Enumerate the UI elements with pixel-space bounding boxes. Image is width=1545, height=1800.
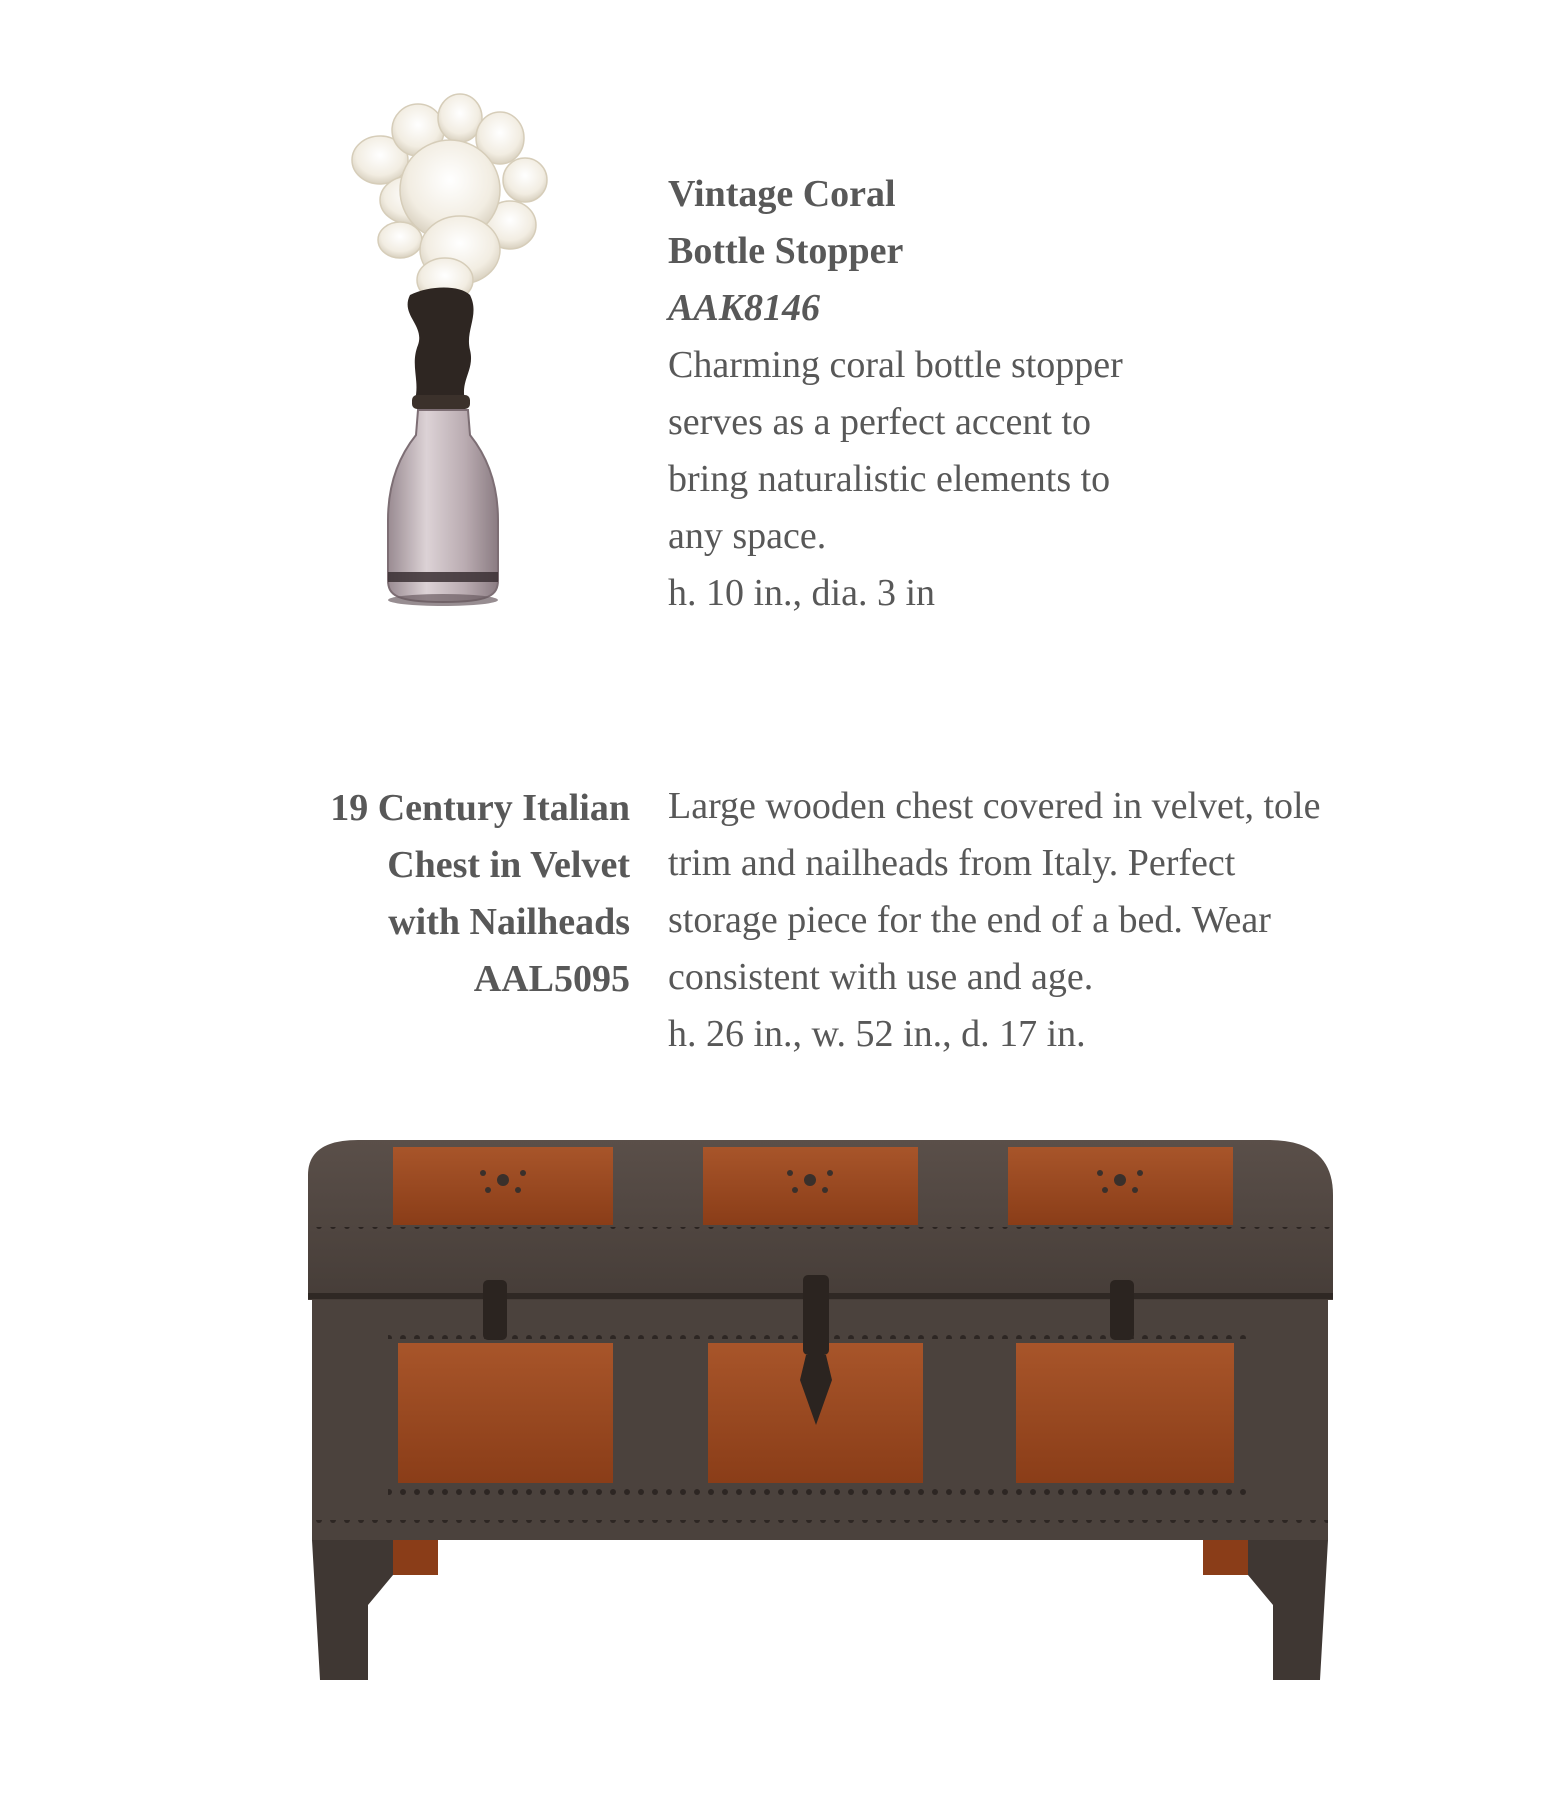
item1-description: Charming coral bottle stopper serves as a perfect accent to bring naturalistic elements to any space. <box>668 344 1123 557</box>
body-velvet-panel-right <box>1016 1343 1234 1483</box>
lid-velvet-panel-right <box>1008 1147 1233 1225</box>
item2-description: Large wooden chest covered in velvet, tole trim and nailheads from Italy. Perfect storage piece for the end of a bed. Wear consistent with use and age. <box>668 785 1321 998</box>
item1-title-line2: Bottle Stopper <box>668 230 904 272</box>
item2-dimensions: h. 26 in., w. 52 in., d. 17 in. <box>668 1013 1086 1055</box>
stopper-neck <box>408 288 474 401</box>
coral-shape <box>352 94 547 302</box>
item2-title-line1: 19 Century Italian <box>330 787 630 829</box>
item2-title-line2: Chest in Velvet <box>387 844 630 886</box>
item1-title-line1: Vintage Coral <box>668 173 896 215</box>
item1-dimensions: h. 10 in., dia. 3 in <box>668 572 936 614</box>
item1-info <box>668 166 1228 622</box>
chest-leg-right <box>1248 1540 1328 1680</box>
italian-velvet-chest-image <box>298 1135 1338 1695</box>
coral-bottle-stopper-image <box>340 80 580 620</box>
item2-code: AAL5095 <box>473 958 630 1000</box>
chest-leg-left <box>312 1540 393 1680</box>
item2-heading <box>270 780 630 1008</box>
body-velvet-panel-left <box>398 1343 613 1483</box>
lid-velvet-panel-center <box>703 1147 918 1225</box>
item1-code: AAK8146 <box>668 287 821 329</box>
item2-info <box>668 778 1338 1063</box>
item2-title-line3: with Nailheads <box>388 901 630 943</box>
